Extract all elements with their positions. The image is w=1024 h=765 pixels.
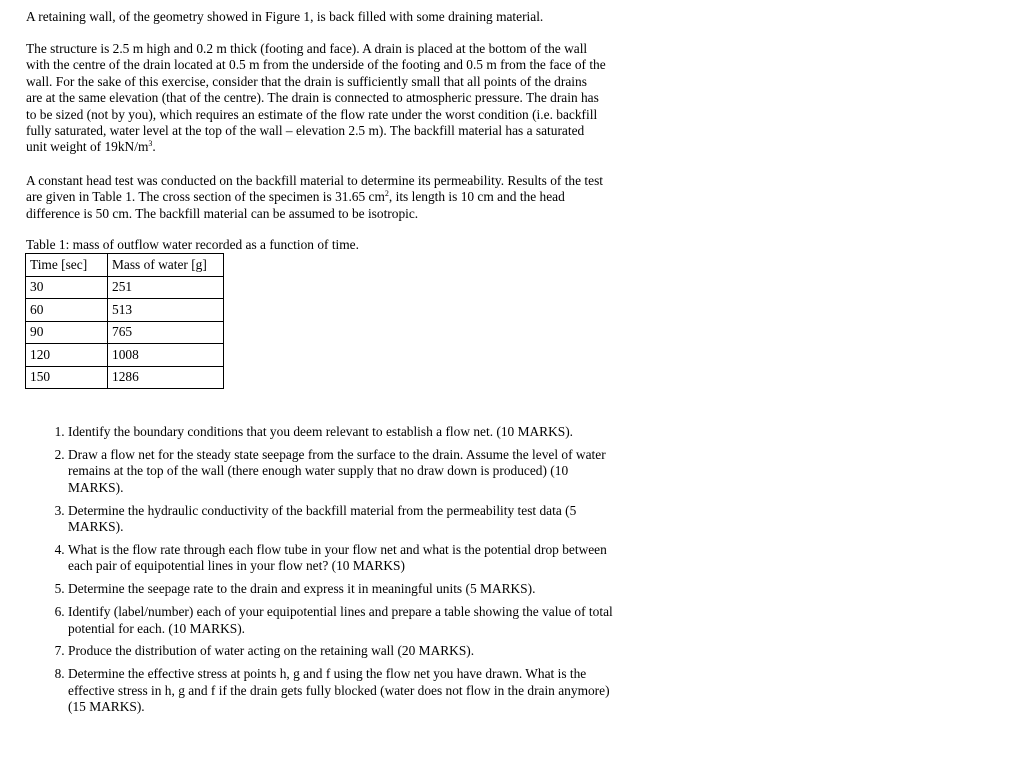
column-header-mass: Mass of water [g] <box>108 254 224 277</box>
table-row <box>26 344 224 367</box>
mass-cell: 1008 <box>108 344 224 367</box>
question-item: 3. Determine the hydraulic conductivity of the backfill material from the permeability test data (5 MARKS). <box>68 503 623 536</box>
permeability-paragraph-text: A constant head test was conducted on the backfill material to determine its permeability. Results of the test are given in Table 1. The cross section of the specimen is 31.65 cm <box>26 173 603 205</box>
structure-paragraph <box>26 41 606 156</box>
time-cell: 30 <box>26 276 108 299</box>
unit-exponent: 3 <box>148 139 153 149</box>
table-row <box>26 366 224 389</box>
intro-sentence: A retaining wall, of the geometry showed in Figure 1, is back filled with some draining material. <box>26 9 544 24</box>
question-list <box>47 424 623 722</box>
question-item: 6. Identify (label/number) each of your equipotential lines and prepare a table showing the value of total potential for each. (10 MARKS). <box>68 604 623 637</box>
time-cell: 120 <box>26 344 108 367</box>
question-item: 7. Produce the distribution of water acting on the retaining wall (20 MARKS). <box>68 643 623 659</box>
question-item: 2. Draw a flow net for the steady state seepage from the surface to the drain. Assume the level of water remains at the top of the wall (there enough water supply that no draw down is produced) (10 MARKS). <box>68 447 623 496</box>
time-cell: 60 <box>26 299 108 322</box>
area-exponent: 2 <box>384 189 389 199</box>
mass-cell: 765 <box>108 321 224 344</box>
time-cell: 150 <box>26 366 108 389</box>
mass-cell: 1286 <box>108 366 224 389</box>
table-row <box>26 299 224 322</box>
table-header-row <box>26 254 224 277</box>
outflow-table <box>25 253 224 389</box>
permeability-paragraph-end: , its length is 10 cm and the head difference is 50 cm. The backfill material can be assumed to be isotropic. <box>26 189 565 221</box>
structure-paragraph-text: The structure is 2.5 m high and 0.2 m thick (footing and face). A drain is placed at the bottom of the wall with the centre of the drain located at 0.5 m from the underside of the footing and 0.5 m from the face of the wall. For the sake of this exercise, consider that the drain is sufficiently small that all points of the drains are at the same elevation (that of the centre). The drain is connected to atmospheric pressure. The drain has to be sized (not by you), which requires an estimate of the flow rate under the worst condition (i.e. backfill fully saturated, water level at the top of the wall – elevation 2.5 m). The backfill material has a saturated unit weight of 19kN/m <box>26 41 606 155</box>
table-row <box>26 276 224 299</box>
table-row <box>26 321 224 344</box>
question-item: 8. Determine the effective stress at points h, g and f using the flow net you have drawn. What is the effective stress in h, g and f if the drain gets fully blocked (water does not flow in the drain anymore) (15 MARKS). <box>68 666 623 715</box>
mass-cell: 251 <box>108 276 224 299</box>
permeability-paragraph <box>26 173 606 222</box>
table-caption: Table 1: mass of outflow water recorded as a function of time. <box>26 237 359 252</box>
question-item: 5. Determine the seepage rate to the drain and express it in meaningful units (5 MARKS). <box>68 581 623 597</box>
mass-cell: 513 <box>108 299 224 322</box>
column-header-time: Time [sec] <box>26 254 108 277</box>
time-cell: 90 <box>26 321 108 344</box>
structure-paragraph-end: . <box>152 139 156 155</box>
question-item: 1. Identify the boundary conditions that you deem relevant to establish a flow net. (10 MARKS). <box>68 424 623 440</box>
question-item: 4. What is the flow rate through each flow tube in your flow net and what is the potential drop between each pair of equipotential lines in your flow net? (10 MARKS) <box>68 542 623 575</box>
